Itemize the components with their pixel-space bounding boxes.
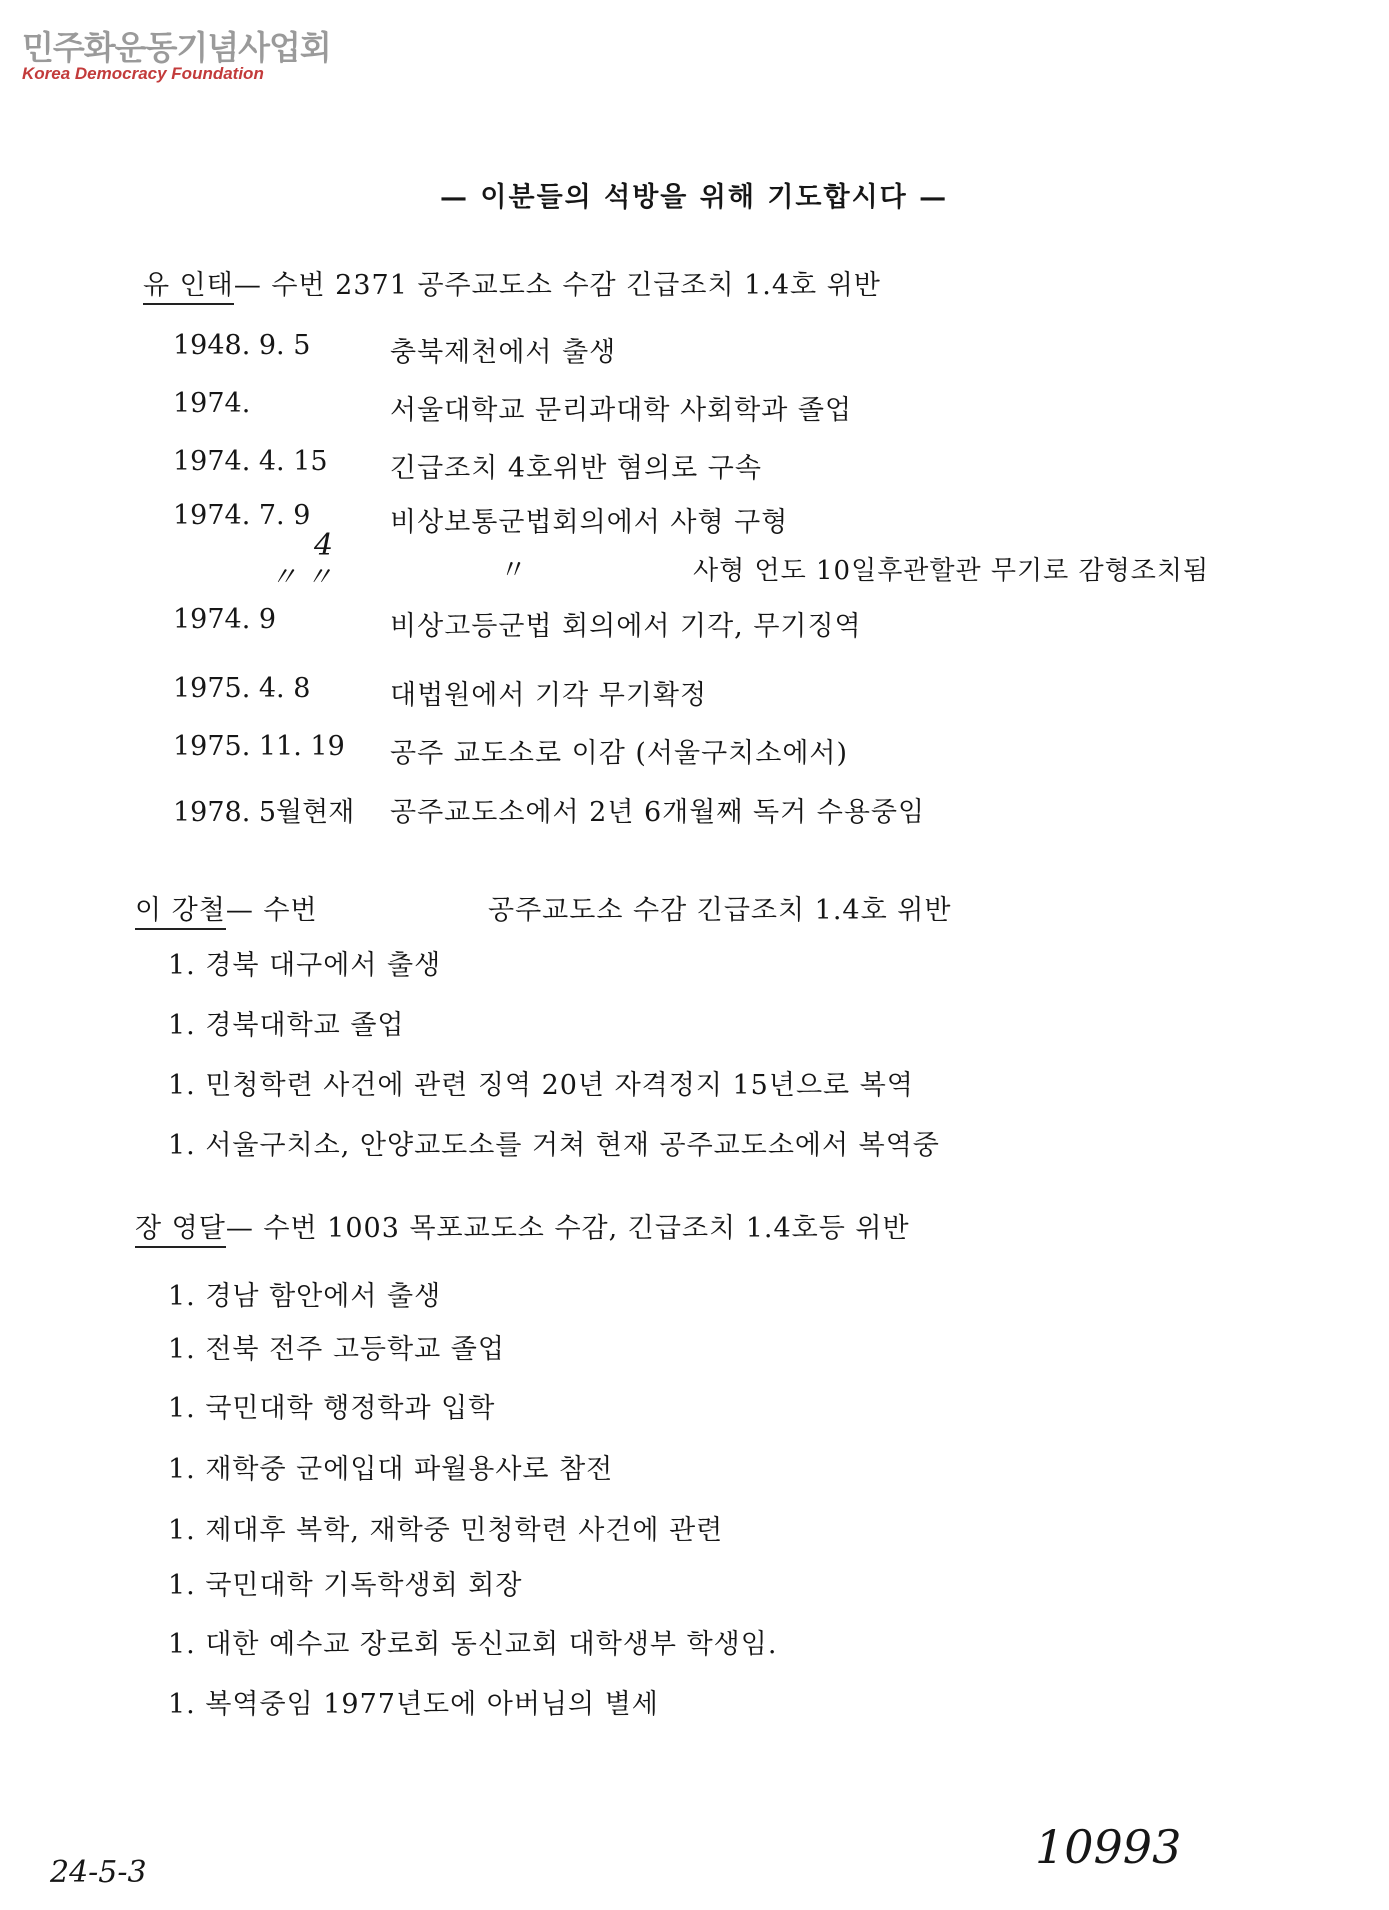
handwritten-date-note: 24-5-3 xyxy=(50,1855,147,1890)
person1-name: 유 인태 xyxy=(143,270,234,305)
person3-item: 1. 국민대학 기독학생회 회장 xyxy=(168,1570,523,1601)
person3-name: 장 영달 xyxy=(135,1213,226,1248)
person1-event-text: 공주 교도소로 이감 (서울구치소에서) xyxy=(390,738,849,769)
person1-event-text: 비상보통군법회의에서 사형 구형 xyxy=(390,507,789,538)
person1-ditto-text: 사형 언도 10일후관할관 무기로 감형조치됨 xyxy=(693,556,1210,586)
person3-item: 1. 재학중 군에입대 파월용사로 참전 xyxy=(168,1454,614,1485)
person2-item: 1. 경북대학교 졸업 xyxy=(168,1010,405,1041)
foundation-logo-english: Korea Democracy Foundation xyxy=(22,64,264,83)
person1-event-text: 긴급조치 4호위반 혐의로 구속 xyxy=(390,453,762,484)
person1-event-text: 공주교도소에서 2년 6개월째 독거 수용중임 xyxy=(390,797,926,828)
ditto-date: 〃 〃 xyxy=(270,562,333,593)
document-title: — 이분들의 석방을 위해 기도합시다 — xyxy=(440,182,949,213)
person2-name: 이 강철 xyxy=(135,895,226,930)
person3-item: 1. 경남 함안에서 출생 xyxy=(168,1281,442,1312)
person1-event-date: 1975. 4. 8 xyxy=(173,673,311,704)
ditto-mark: 〃 xyxy=(500,555,528,586)
person1-event-date: 1975. 11. 19 xyxy=(173,731,345,762)
foundation-logo-korean: 민주화운동기념사업회 xyxy=(22,28,331,67)
person2-summary-prefix: — 수번 xyxy=(225,895,318,926)
person3-summary: — 수번 1003 목포교도소 수감, 긴급조치 1.4호등 위반 xyxy=(225,1213,910,1244)
person1-event-text: 비상고등군법 회의에서 기각, 무기징역 xyxy=(390,611,862,642)
person1-event-date: 1948. 9. 5 xyxy=(173,330,311,361)
person3-item: 1. 대한 예수교 장로회 동신교회 대학생부 학생임. xyxy=(168,1629,778,1660)
person1-event-date: 1974. 7. 9 xyxy=(173,500,311,531)
person3-item: 1. 국민대학 행정학과 입학 xyxy=(168,1393,496,1424)
handwritten-correction: 4 xyxy=(314,528,334,563)
person1-event-date: 1974. xyxy=(173,388,251,419)
person3-header xyxy=(135,1206,910,1245)
person1-header xyxy=(143,263,881,302)
person3-item: 1. 전북 전주 고등학교 졸업 xyxy=(168,1334,505,1365)
person2-item: 1. 민청학련 사건에 관련 징역 20년 자격정지 15년으로 복역 xyxy=(168,1070,914,1101)
person1-event-date: 1974. 4. 15 xyxy=(173,446,328,477)
person1-event-text: 대법원에서 기각 무기확정 xyxy=(390,680,708,711)
person1-event-date: 1974. 9 xyxy=(173,604,277,635)
person1-summary: — 수번 2371 공주교도소 수감 긴급조치 1.4호 위반 xyxy=(233,270,881,301)
person1-event-text: 충북제천에서 출생 xyxy=(390,337,617,368)
person3-item: 1. 복역중임 1977년도에 아버님의 별세 xyxy=(168,1689,659,1720)
person2-header xyxy=(135,888,318,927)
person1-event-date: 1978. 5월현재 xyxy=(173,797,355,828)
person3-item: 1. 제대후 복학, 재학중 민청학련 사건에 관련 xyxy=(168,1515,724,1546)
person2-summary: 공주교도소 수감 긴급조치 1.4호 위반 xyxy=(488,895,952,926)
person2-item: 1. 경북 대구에서 출생 xyxy=(168,950,442,981)
handwritten-archive-number: 10993 xyxy=(1035,1820,1182,1874)
person2-item: 1. 서울구치소, 안양교도소를 거쳐 현재 공주교도소에서 복역중 xyxy=(168,1130,940,1161)
person1-event-text: 서울대학교 문리과대학 사회학과 졸업 xyxy=(390,395,853,426)
